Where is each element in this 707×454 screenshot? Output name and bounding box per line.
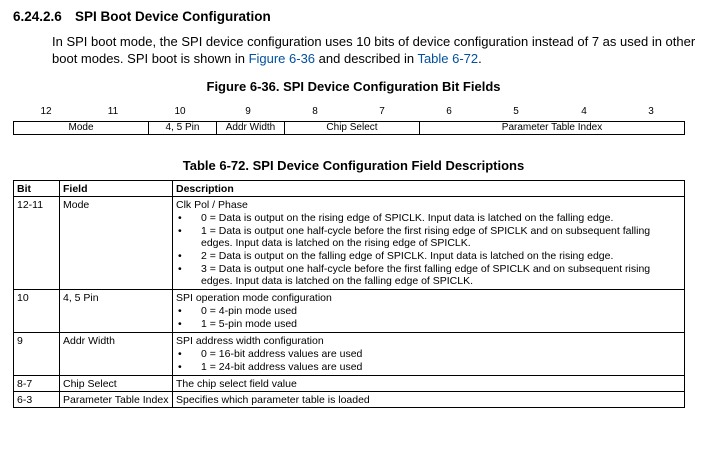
header-bit: Bit xyxy=(14,181,60,197)
bullet-item xyxy=(176,250,681,262)
cell-bit: 10 xyxy=(14,290,60,333)
bullet-item xyxy=(176,348,681,360)
figure-caption: Figure 6-36. SPI Device Configuration Bit Fields xyxy=(206,79,501,94)
field-addr-width: Addr Width xyxy=(216,122,284,134)
cell-description xyxy=(173,376,685,392)
cell-description xyxy=(173,290,685,333)
cell-field: Chip Select xyxy=(60,376,173,392)
bit-number-row xyxy=(0,106,707,120)
field-mode: Mode xyxy=(68,122,94,133)
bullet-item xyxy=(176,212,681,224)
bullet-item xyxy=(176,263,681,287)
bit-number: 11 xyxy=(107,106,119,117)
field-pin: 4, 5 Pin xyxy=(148,122,216,134)
bullet-icon: • xyxy=(178,305,182,317)
bullet-icon: • xyxy=(178,263,182,275)
cell-bit: 9 xyxy=(14,333,60,376)
bullet-text: 0 = Data is output on the rising edge of SPICLK. Input data is latched on the falling edge. xyxy=(201,212,614,224)
bullet-icon: • xyxy=(178,250,182,262)
bullet-text: 2 = Data is output on the falling edge of SPICLK. Input data is latched on the rising edge. xyxy=(201,250,614,262)
field-description-table xyxy=(13,180,685,408)
cell-description xyxy=(173,392,685,408)
intro-text-1: In SPI boot mode, the SPI device configuration uses 10 bits of device configuration instead of 7 as used in other boot modes. SPI boot is shown in xyxy=(52,34,696,66)
bit-number: 3 xyxy=(648,106,654,117)
bit-number: 8 xyxy=(312,106,318,117)
table-link[interactable]: Table 6-72 xyxy=(417,51,479,66)
bullet-icon: • xyxy=(178,318,182,330)
bullet-item xyxy=(176,318,681,330)
bullet-item xyxy=(176,305,681,317)
bit-number: 7 xyxy=(379,106,385,117)
intro-paragraph xyxy=(52,33,697,67)
bullet-text: 1 = Data is output one half-cycle before the first rising edge of SPICLK and on subsequent falling edges. Input data is latched on the rising edge of SPICLK. xyxy=(201,225,651,249)
cell-description xyxy=(173,333,685,376)
table-row xyxy=(14,392,685,408)
table-row xyxy=(14,290,685,333)
bit-number: 4 xyxy=(581,106,587,117)
bullet-text: 1 = 5-pin mode used xyxy=(201,318,298,330)
cell-field: 4, 5 Pin xyxy=(60,290,173,333)
table-caption: Table 6-72. SPI Device Configuration Field Descriptions xyxy=(182,158,525,173)
bullet-item xyxy=(176,225,681,249)
section-number: 6.24.2.6 xyxy=(13,9,62,24)
bit-number: 5 xyxy=(513,106,519,117)
bullet-text: 3 = Data is output one half-cycle before the first falling edge of SPICLK and on subsequent rising edges. Input data is latched on the falling edge of SPICLK. xyxy=(201,263,651,287)
header-description: Description xyxy=(173,181,685,197)
table-row xyxy=(14,333,685,376)
bullet-icon: • xyxy=(178,361,182,373)
cell-bit: 6-3 xyxy=(14,392,60,408)
section-heading xyxy=(13,9,271,24)
bullet-text: 1 = 24-bit address values are used xyxy=(201,361,363,373)
intro-text-3: . xyxy=(478,51,482,66)
bit-number: 6 xyxy=(446,106,452,117)
cell-field: Parameter Table Index xyxy=(60,392,173,408)
bullet-item xyxy=(176,361,681,373)
cell-description xyxy=(173,197,685,290)
field-chip-select: Chip Select xyxy=(284,122,419,134)
bit-number: 10 xyxy=(174,106,186,117)
description-text: Clk Pol / Phase xyxy=(176,199,248,211)
cell-bit: 8-7 xyxy=(14,376,60,392)
bit-field-bar xyxy=(13,121,685,135)
cell-field: Mode xyxy=(60,197,173,290)
description-text: SPI operation mode configuration xyxy=(176,292,332,304)
bit-number: 9 xyxy=(245,106,251,117)
description-text: SPI address width configuration xyxy=(176,335,324,347)
table-row xyxy=(14,197,685,290)
description-text: Specifies which parameter table is loaded xyxy=(176,394,370,406)
table-header-row xyxy=(14,181,685,197)
cell-field: Addr Width xyxy=(60,333,173,376)
figure-link[interactable]: Figure 6-36 xyxy=(248,51,316,66)
section-title: SPI Boot Device Configuration xyxy=(75,9,271,24)
intro-text-2: and described in xyxy=(315,51,418,66)
bullet-icon: • xyxy=(178,212,182,224)
bullet-icon: • xyxy=(178,225,182,237)
bullet-icon: • xyxy=(178,348,182,360)
header-field: Field xyxy=(60,181,173,197)
bullet-text: 0 = 16-bit address values are used xyxy=(201,348,363,360)
field-param-table-index: Parameter Table Index xyxy=(419,122,684,134)
description-text: The chip select field value xyxy=(176,378,297,390)
bullet-text: 0 = 4-pin mode used xyxy=(201,305,298,317)
bit-number: 12 xyxy=(40,106,52,117)
cell-bit: 12-11 xyxy=(14,197,60,290)
table-row xyxy=(14,376,685,392)
